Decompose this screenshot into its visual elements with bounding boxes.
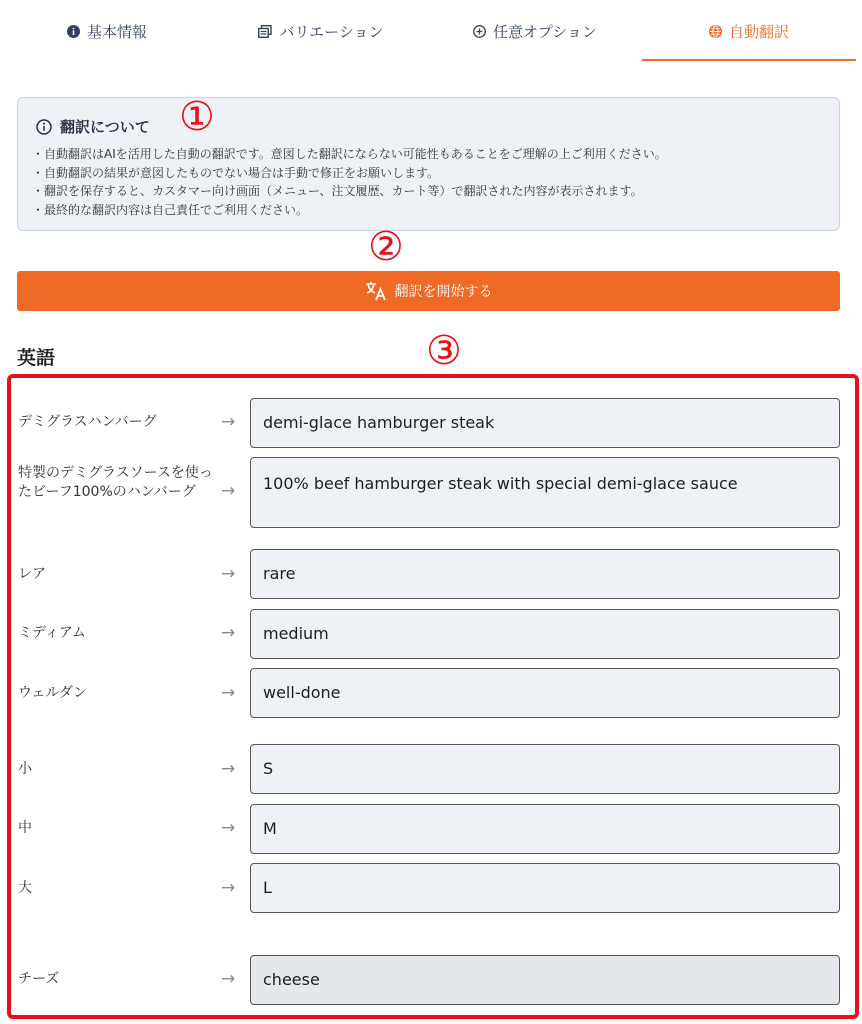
source-label: デミグラスハンバーグ [18, 414, 157, 430]
info-outline-icon [36, 119, 52, 135]
tab-label: 任意オプション [493, 22, 597, 41]
source-label: レア [18, 566, 46, 582]
tab-optional-options[interactable] [428, 0, 642, 62]
translation-field[interactable]: rare [250, 549, 840, 599]
plus-circle-icon [473, 25, 486, 38]
tab-label: 基本情報 [86, 22, 147, 41]
translation-field[interactable]: cheese [250, 955, 840, 1005]
translation-field[interactable]: medium [250, 609, 840, 659]
translation-field[interactable]: demi-glace hamburger steak [250, 398, 840, 448]
arrow-right-icon: → [221, 878, 236, 898]
translation-field[interactable]: L [250, 863, 840, 913]
source-label: 特製のデミグラスソースを使ったビーフ100%のハンバーグ [18, 465, 213, 500]
translation-notice [17, 94, 840, 231]
notice-list [32, 145, 667, 219]
active-tab-indicator [642, 59, 856, 61]
annotation-3: ③ [426, 328, 462, 374]
tab-label: バリエーション [279, 22, 384, 41]
source-label: ミディアム [18, 625, 86, 641]
arrow-right-icon: → [221, 969, 236, 989]
layers-icon [258, 25, 272, 38]
notice-item: ・ 翻訳を保存すると、カスタマー向け画面（メニュー、注文履歴、カート等）で翻訳された内容が表示されます。 [32, 182, 667, 201]
translate-icon [365, 281, 387, 301]
tab-basic-info[interactable] [0, 0, 214, 62]
arrow-right-icon: → [221, 481, 236, 501]
annotation-2: ② [368, 224, 404, 270]
arrow-right-icon: → [221, 564, 236, 584]
tab-bar [0, 0, 862, 62]
arrow-right-icon: → [221, 759, 236, 779]
source-label: 小 [18, 761, 32, 777]
annotation-1: ① [179, 94, 215, 140]
info-icon [67, 25, 80, 38]
notice-item: ・ 最終的な翻訳内容は自己責任でご利用ください。 [32, 201, 667, 220]
arrow-right-icon: → [221, 623, 236, 643]
arrow-right-icon: → [221, 683, 236, 703]
tab-variation[interactable] [214, 0, 428, 62]
source-label: 中 [18, 820, 32, 836]
arrow-right-icon: → [221, 412, 236, 432]
globe-icon [709, 25, 722, 38]
start-translation-label: 翻訳を開始する [394, 284, 493, 300]
tab-label: 自動翻訳 [728, 22, 789, 41]
arrow-right-icon: → [221, 818, 236, 838]
start-translation-button[interactable] [17, 271, 840, 311]
notice-title-text: 翻訳について [60, 118, 150, 136]
notice-item: ・ 自動翻訳はAIを活用した自動の翻訳です。意図した翻訳にならない可能性もあることをご理解の上ご利用ください。 [32, 145, 667, 164]
language-heading: 英語 [17, 347, 56, 369]
translation-field[interactable]: S [250, 744, 840, 794]
translation-textarea[interactable]: 100% beef hamburger steak with special demi-glace sauce [250, 457, 840, 528]
translation-field[interactable]: M [250, 804, 840, 854]
source-label: ウェルダン [18, 685, 88, 701]
source-label: チーズ [18, 971, 60, 987]
notice-title [36, 116, 150, 137]
source-label: 大 [18, 880, 32, 896]
notice-item: ・ 自動翻訳の結果が意図したものでない場合は手動で修正をお願いします。 [32, 164, 667, 183]
tab-auto-translate[interactable] [642, 0, 856, 62]
translation-field[interactable]: well-done [250, 668, 840, 718]
